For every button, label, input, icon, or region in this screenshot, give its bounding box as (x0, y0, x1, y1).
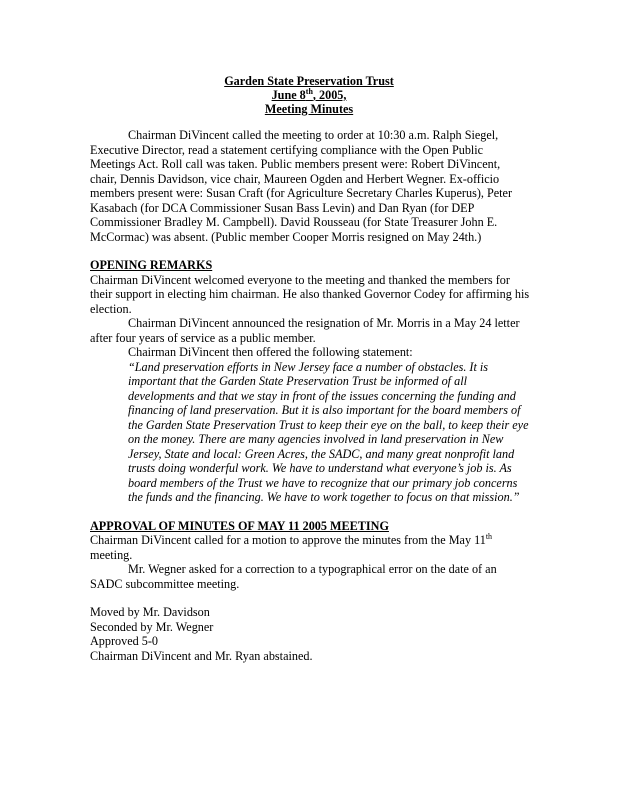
org-title: Garden State Preservation Trust (224, 74, 394, 88)
doc-title: Meeting Minutes (264, 102, 354, 116)
meeting-date (0, 88, 618, 102)
opening-paragraph-1: Chairman DiVincent welcomed everyone to the meeting and thanked the members for their support in electing him chairman. He also thanked Governor Codey for affirming his election. (90, 272, 530, 316)
opening-heading: OPENING REMARKS (90, 258, 213, 272)
spacer (90, 591, 530, 605)
approval-p1-after: meeting. (90, 547, 133, 562)
approval-paragraph-1 (90, 533, 530, 562)
date-suffix: , 2005, (312, 88, 347, 102)
date-prefix: June 8 (271, 88, 306, 102)
intro-paragraph: Chairman DiVincent called the meeting to order at 10:30 a.m. Ralph Siegel, Executive Director, read a statement certifying compliance with the Open Public Meetings Act. Roll call was taken. Public members present were: Robert DiVincent, chair, Dennis Davidson, vice chair, Maureen Ogden and Herbert Wegner. Ex-officio members present were: Susan Craft (for Agriculture Secretary Charles Kuperus), Peter Kasabach (for DCA Commissioner Susan Bass Levin) and Dan Ryan (for DEP Commissioner Bradley M. Campbell). David Rousseau (for State Treasurer John E. McCormac) was absent. (Public member Cooper Morris resigned on May 24th.) (90, 128, 513, 244)
approval-heading: APPROVAL OF MINUTES OF MAY 11 2005 MEETING (90, 518, 389, 533)
approval-paragraph-2: Mr. Wegner asked for a correction to a typographical error on the date of an SADC subcommittee meeting. (90, 562, 497, 591)
seconded-by: Seconded by Mr. Wegner (90, 619, 214, 634)
title-block (0, 74, 618, 116)
abstained-note: Chairman DiVincent and Mr. Ryan abstained. (90, 648, 313, 663)
moved-by: Moved by Mr. Davidson (90, 605, 210, 619)
chairman-quote: “Land preservation efforts in New Jersey face a number of obstacles. It is important that the Garden State Preservation Trust be informed of all developments and that we stay in front of the issues concerning the funding and financing of land preservation. But it is also important for the board members of the Garden State Preservation Trust to keep their eye on the ball, to keep their eye on the money. There are many agencies involved in land preservation in New Jersey, State and local: Green Acres, the SADC, and many great nonprofit land trusts doing wonderful work. We have to understand what everyone’s job is. As board members of the Trust we have to recognize that our primary job concerns the funds and the financing. We have to work together to focus on that mission.” (128, 359, 529, 504)
opening-paragraph-2: Chairman DiVincent announced the resignation of Mr. Morris in a May 24 letter after four years of service as a public member. (90, 316, 520, 345)
opening-paragraph-3: Chairman DiVincent then offered the following statement: (128, 345, 413, 359)
approval-p1-before: Chairman DiVincent called for a motion to approve the minutes from the May 11 (90, 533, 486, 547)
date-ordinal: th (305, 86, 313, 96)
document-body (90, 128, 530, 663)
approval-p1-ordinal: th (485, 531, 493, 541)
approved-vote: Approved 5-0 (90, 634, 159, 648)
